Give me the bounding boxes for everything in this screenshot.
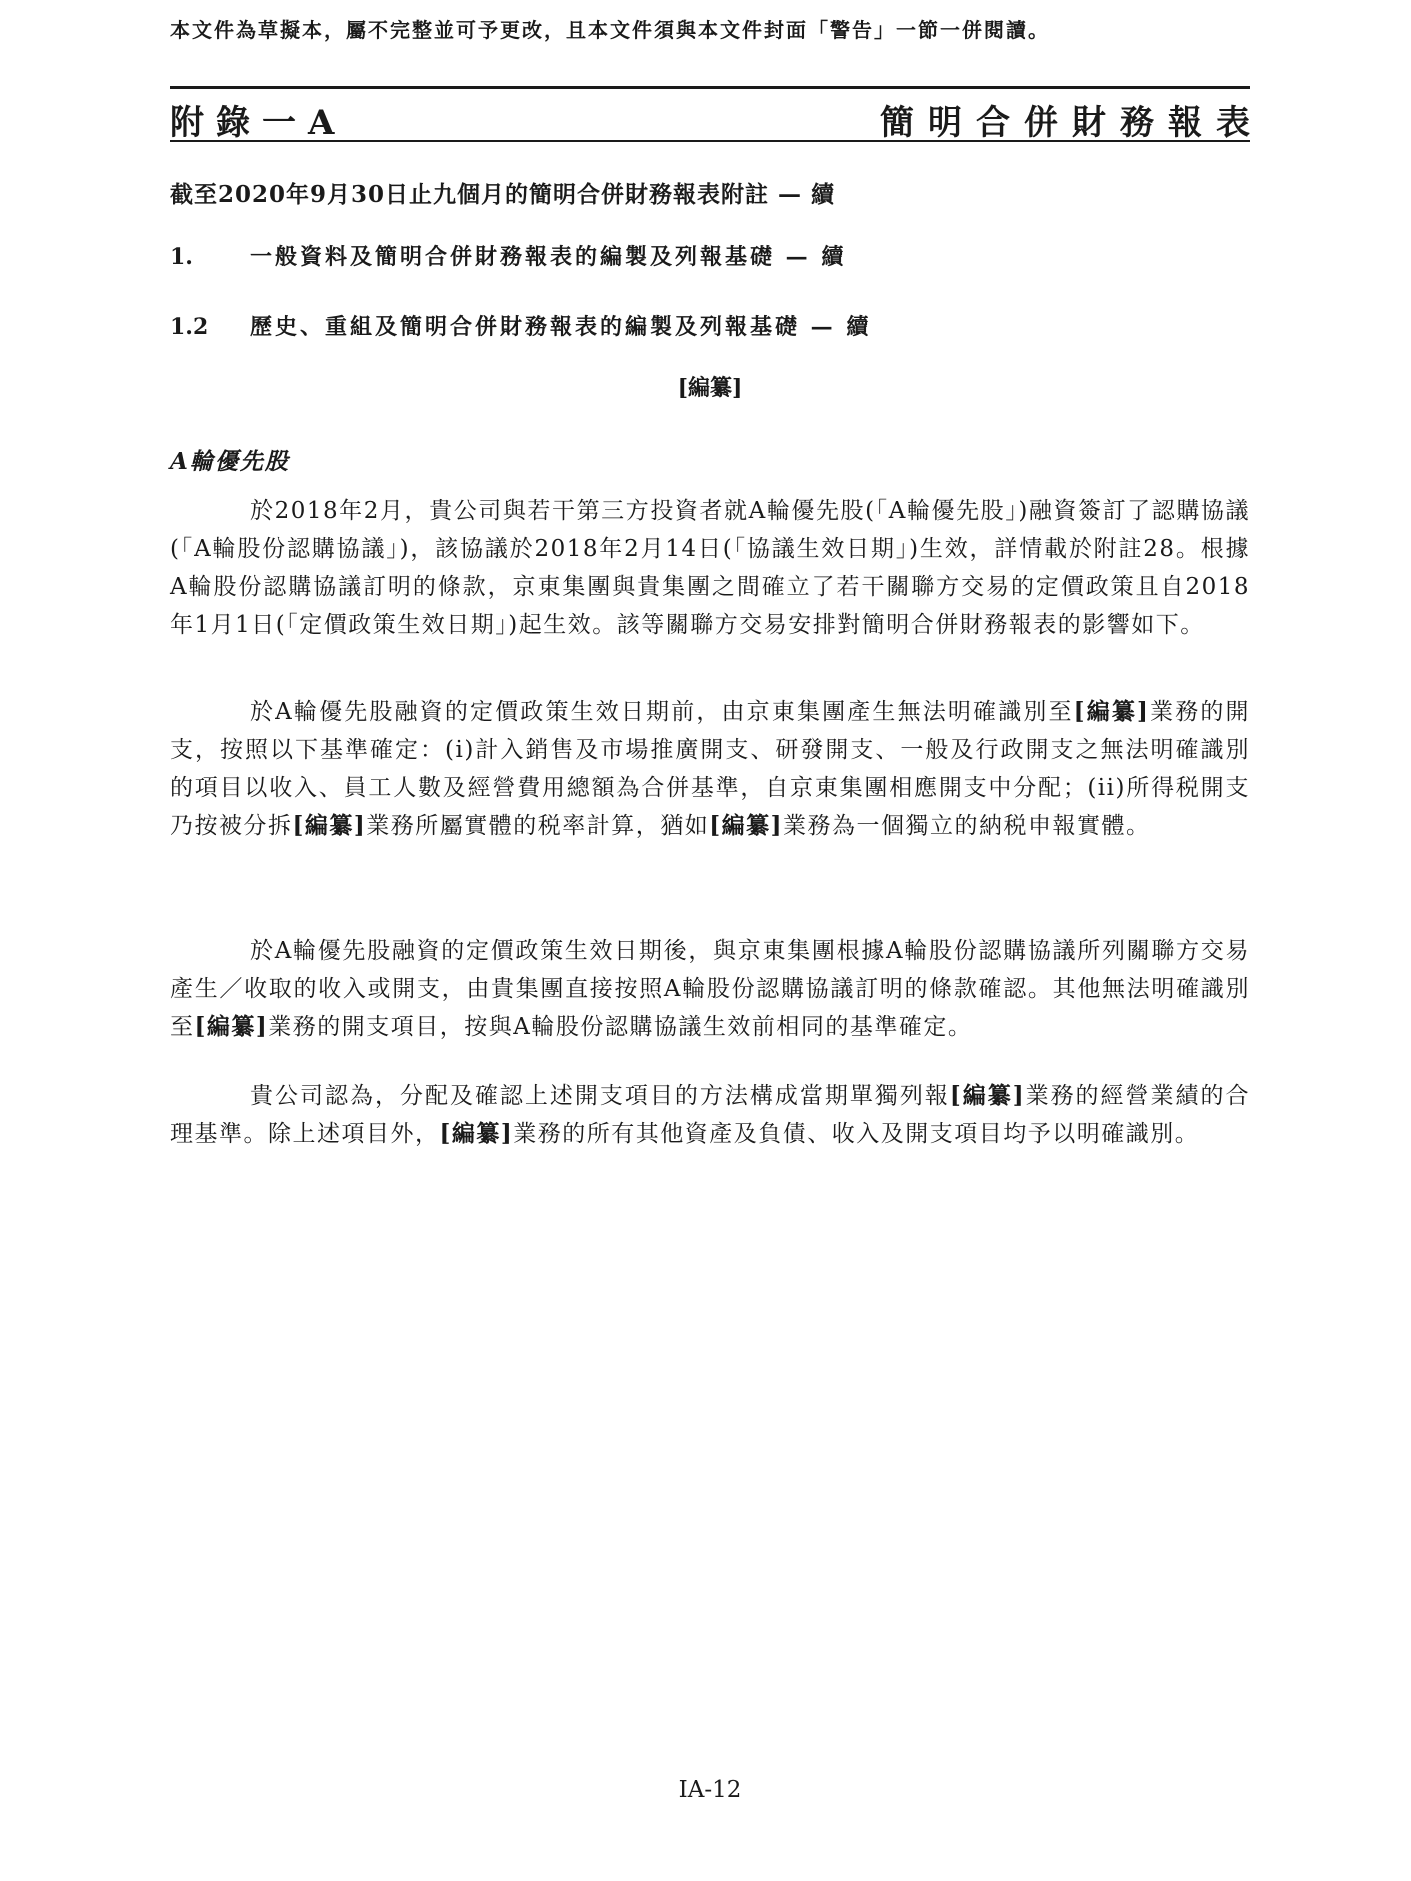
paragraph-text: 業務的經營業績的合理基準。除上述項目外， [170, 1083, 1251, 1147]
redacted-marker: [編纂] [194, 1013, 269, 1040]
paragraph-2 [170, 693, 1250, 845]
redacted-marker: [編纂] [1073, 698, 1150, 725]
section-heading-1 [170, 240, 846, 271]
paragraph-text: 業務所屬實體的税率計算，猶如 [366, 813, 710, 839]
subsection-heading: A輪優先股 [170, 448, 290, 475]
section-number: 1.2 [170, 314, 209, 340]
page-header [170, 86, 1264, 143]
paragraph-text: 業務的所有其他資產及負債、收入及開支項目均予以明確識別。 [513, 1121, 1200, 1147]
section-number: 1. [170, 244, 193, 270]
redacted-marker: [編纂] [949, 1082, 1026, 1109]
section-title: 一般資料及簡明合併財務報表的編製及列報基礎 — 續 [250, 244, 847, 270]
report-title: 簡明合併財務報表 [880, 103, 1264, 143]
notes-subtitle: 截至2020年9月30日止九個月的簡明合併財務報表附註 — 續 [170, 181, 836, 208]
paragraph-4 [170, 1077, 1250, 1153]
section-heading-1-2 [170, 310, 871, 341]
appendix-label: 附錄一A [170, 103, 347, 143]
redacted-marker: [編纂] [439, 1120, 514, 1147]
redacted-marker: [編纂] [292, 812, 367, 839]
paragraph-text: 貴公司認為，分配及確認上述開支項目的方法構成當期單獨列報 [250, 1083, 950, 1109]
page-number: IA-12 [678, 1777, 742, 1803]
paragraph-text: 於A輪優先股融資的定價政策生效日期前，由京東集團產生無法明確識別至 [250, 699, 1074, 725]
section-title: 歷史、重組及簡明合併財務報表的編製及列報基礎 — 續 [250, 314, 872, 340]
paragraph-1: 於2018年2月，貴公司與若干第三方投資者就A輪優先股(「A輪優先股」)融資簽訂了認購協議(「A輪股份認購協議」)，該協議於2018年2月14日(「協議生效日期」)生效，詳情載於附註28。根據A輪股份認購協議訂明的條款，京東集團與貴集團之間確立了若干關聯方交易的定價政策且自2018年1月1日(「定價政策生效日期」)起生效。該等關聯方交易安排對簡明合併財務報表的影響如下。 [170, 498, 1250, 638]
paragraph-text: 於A輪優先股融資的定價政策生效日期後，與京東集團根據A輪股份認購協議所列關聯方交易產生／收取的收入或開支，由貴集團直接按照A輪股份認購協議訂明的條款確認。其他無法明確識別至 [170, 938, 1250, 1040]
redacted-marker: [編纂] [677, 375, 743, 401]
paragraph-text: 業務的開支項目，按與A輪股份認購協議生效前相同的基準確定。 [268, 1014, 973, 1040]
draft-disclaimer: 本文件為草擬本，屬不完整並可予更改，且本文件須與本文件封面「警告」一節一併閱讀。 [170, 18, 1050, 42]
paragraph-text: 業務為一個獨立的納税申報實體。 [783, 813, 1151, 839]
paragraph-text: 業務的開支，按照以下基準確定：(i)計入銷售及市場推廣開支、研發開支、一般及行政開支之無法明確識別的項目以收入、員工人數及經營費用總額為合併基準，自京東集團相應開支中分配；(ii)所得税開支乃按被分拆 [170, 699, 1251, 839]
redacted-marker: [編纂] [709, 812, 784, 839]
paragraph-3 [170, 932, 1250, 1046]
